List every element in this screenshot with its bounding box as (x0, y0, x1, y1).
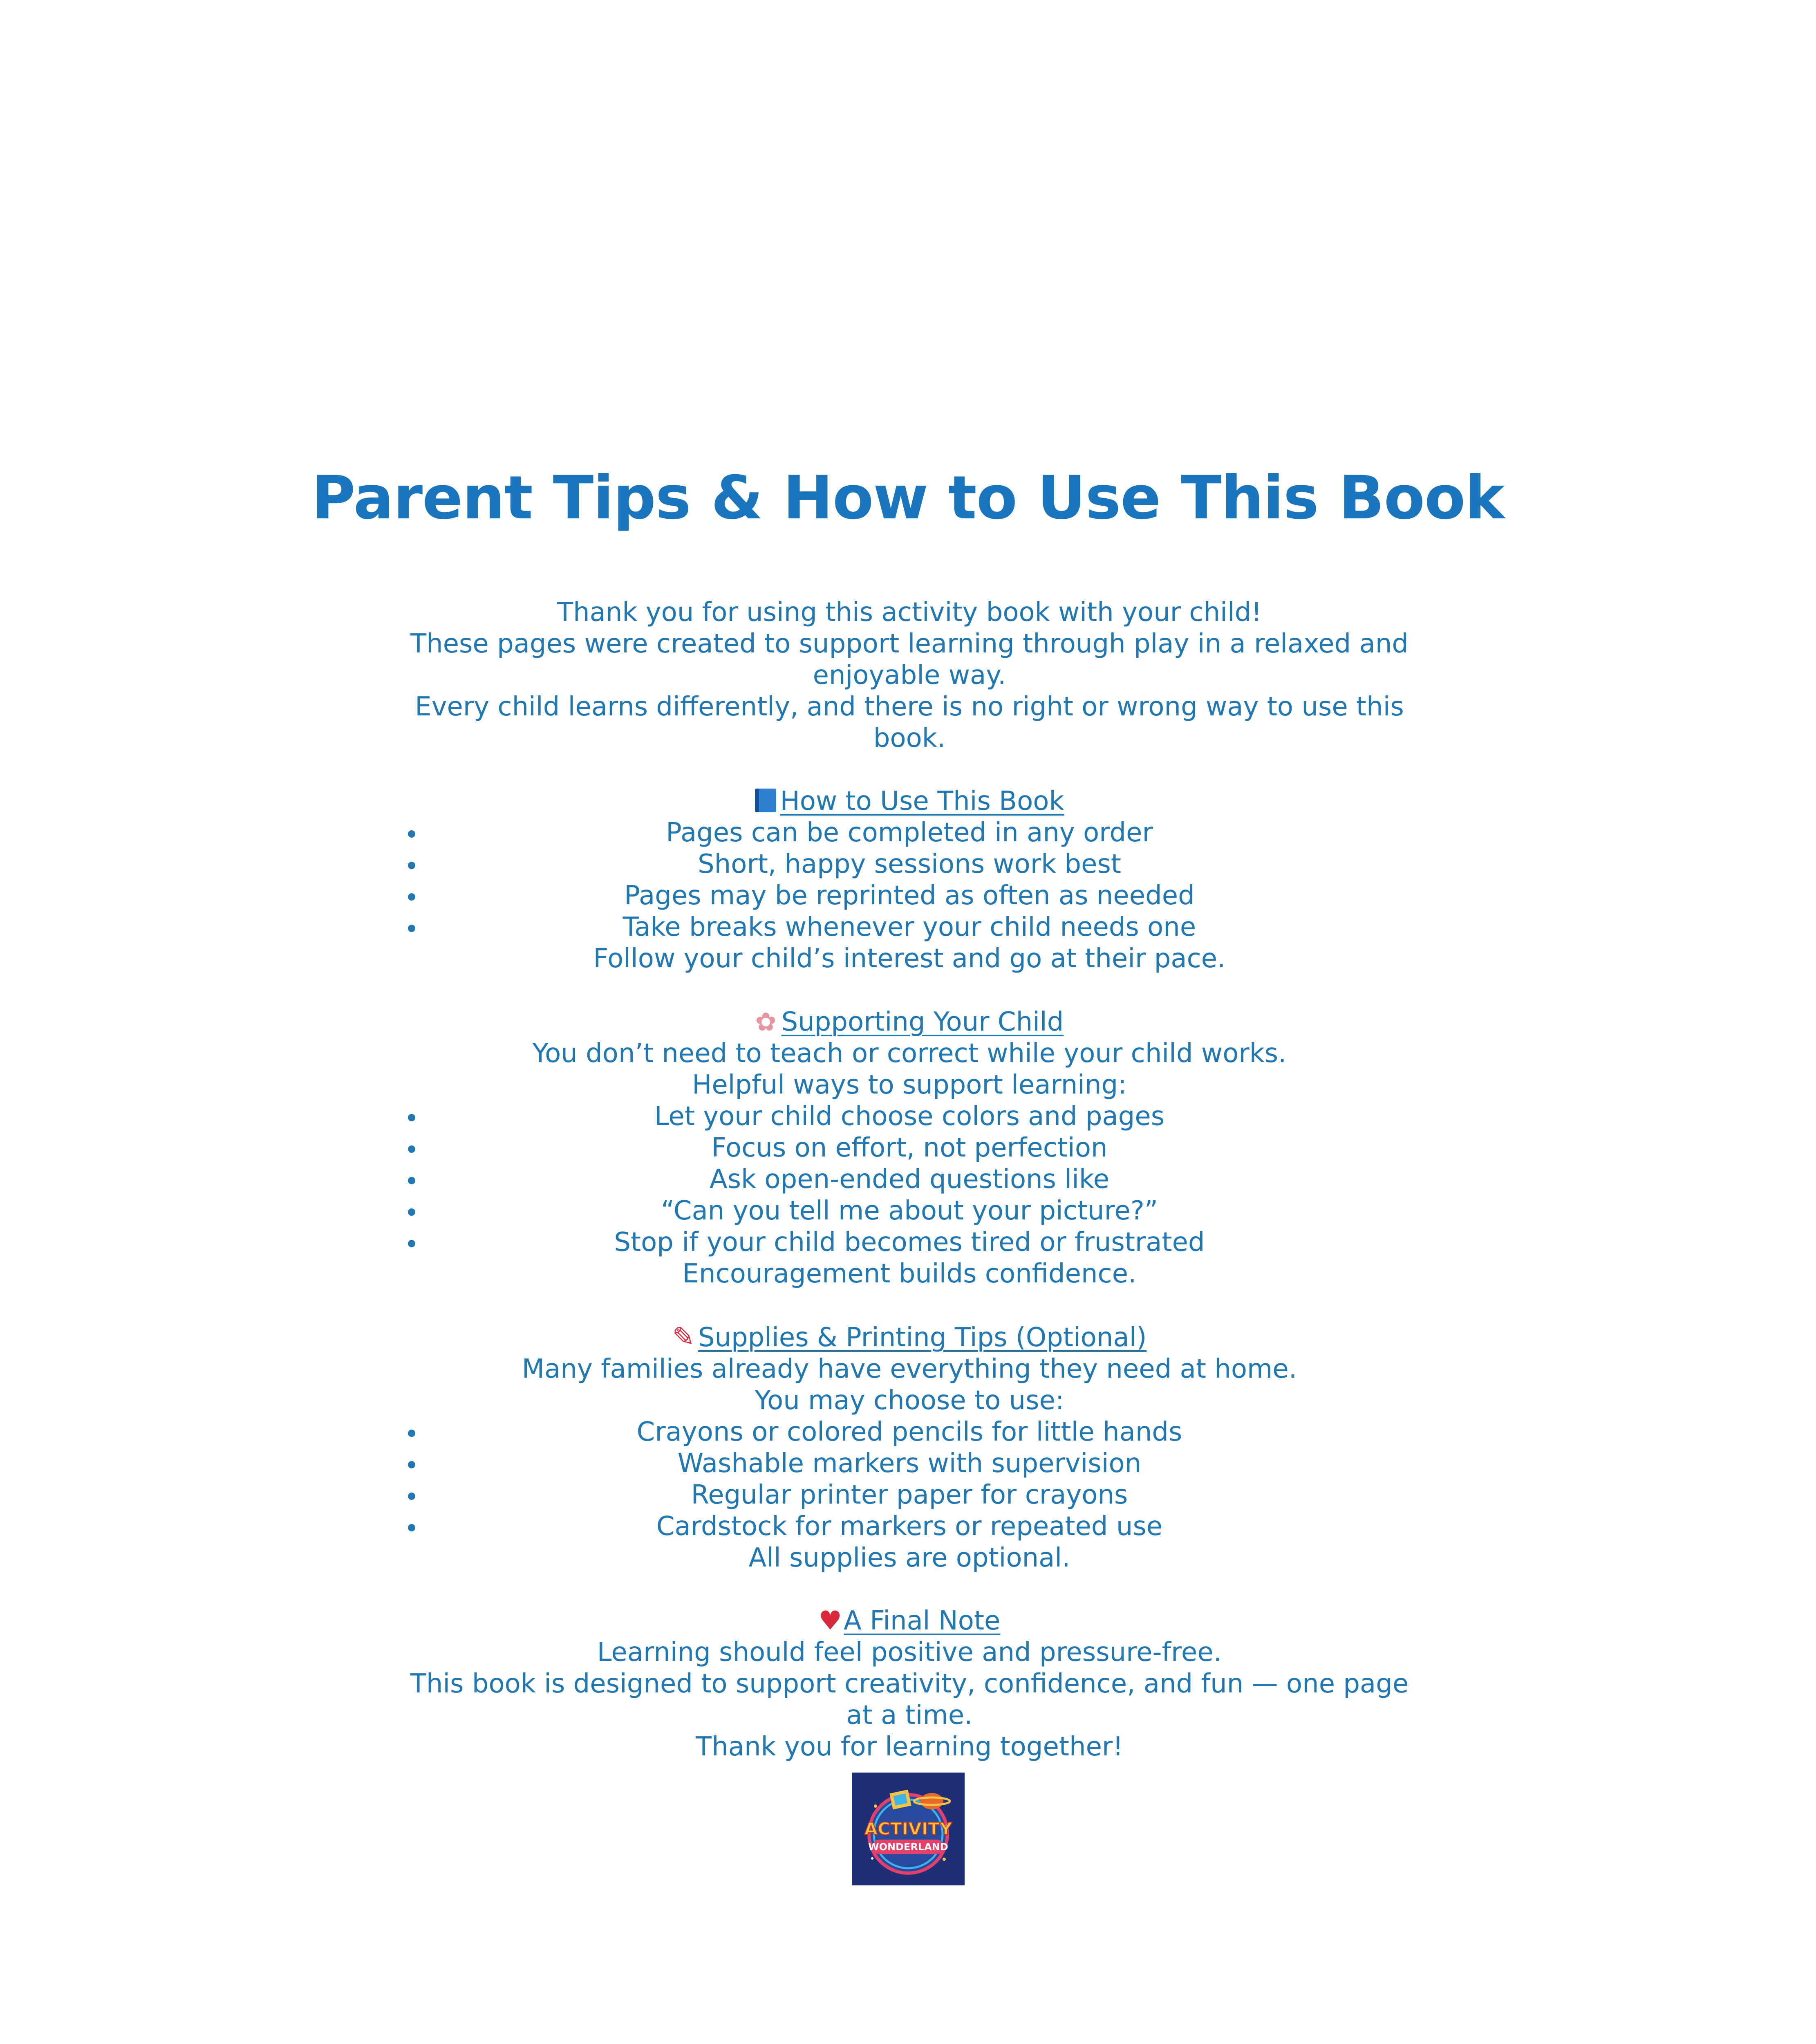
section-heading (409, 1321, 1410, 1354)
list-item: Short, happy sessions work best (409, 849, 1410, 880)
section-heading-link[interactable]: How to Use This Book (780, 786, 1064, 816)
list-item: “Can you tell me about your picture?” (409, 1195, 1410, 1227)
section-supplies (409, 1321, 1410, 1574)
spacer (409, 1290, 1410, 1321)
section-heading-link[interactable]: Supplies & Printing Tips (Optional) (698, 1322, 1147, 1353)
list-item: Focus on effort, not perfection (409, 1132, 1410, 1164)
section-text: Many families already have everything they need at home. (522, 1354, 1297, 1384)
list-item: Ask open-ended questions like (409, 1164, 1410, 1195)
section-heading (409, 786, 1410, 817)
brain-icon: ✿ (755, 1007, 777, 1037)
intro-line: These pages were created to support learning through play in a relaxed and enjoyable way. (410, 629, 1409, 690)
section-text: Learning should feel positive and pressure-free. (597, 1637, 1222, 1667)
logo-graphic (852, 1773, 965, 1885)
list-item: Regular printer paper for crayons (409, 1479, 1410, 1511)
list-item: Pages can be completed in any order (409, 817, 1410, 849)
section-final-note (409, 1605, 1410, 1763)
section-heading-link[interactable]: A Final Note (843, 1606, 1001, 1636)
list-item: Stop if your child becomes tired or frustrated (409, 1227, 1410, 1258)
activity-wonderland-logo (852, 1773, 965, 1885)
bullet-list (409, 817, 1410, 943)
logo-line1: ACTIVITY (864, 1819, 952, 1839)
spacer (409, 754, 1410, 786)
bullet-list (409, 1416, 1410, 1542)
list-item: Washable markers with supervision (409, 1448, 1410, 1479)
crayon-icon: ✎ (672, 1321, 695, 1353)
section-heading-link[interactable]: Supporting Your Child (781, 1007, 1064, 1037)
section-supporting-child (409, 1006, 1410, 1290)
spacer (409, 975, 1410, 1006)
section-note: Follow your child’s interest and go at their pace. (593, 944, 1226, 974)
blue-book-icon (755, 789, 776, 812)
red-heart-icon: ♥ (818, 1606, 842, 1636)
list-item: Pages may be reprinted as often as needed (409, 880, 1410, 912)
section-note: Encouragement builds confidence. (682, 1259, 1137, 1289)
section-heading (409, 1605, 1410, 1637)
section-text: This book is designed to support creativity, confidence, and fun — one page at a time. (410, 1669, 1409, 1730)
intro-line: Every child learns differently, and there is no right or wrong way to use this book. (415, 692, 1404, 753)
section-text: You may choose to use: (755, 1385, 1064, 1416)
section-note: All supplies are optional. (748, 1543, 1070, 1573)
document-body (409, 597, 1410, 1763)
list-item: Cardstock for markers or repeated use (409, 1511, 1410, 1542)
section-text: Helpful ways to support learning: (692, 1070, 1127, 1100)
intro-line: Thank you for using this activity book with your child! (557, 597, 1262, 628)
bullet-list (409, 1101, 1410, 1258)
page-title: Parent Tips & How to Use This Book (311, 463, 1505, 533)
list-item: Crayons or colored pencils for little hands (409, 1416, 1410, 1448)
intro (409, 597, 1410, 754)
section-heading (409, 1006, 1410, 1038)
section-how-to-use (409, 786, 1410, 975)
section-text: Thank you for learning together! (696, 1732, 1123, 1762)
logo-line2: WONDERLAND (868, 1841, 948, 1853)
list-item: Take breaks whenever your child needs one (409, 912, 1410, 943)
spacer (409, 1574, 1410, 1605)
section-text: You don’t need to teach or correct while your child works. (532, 1038, 1287, 1069)
list-item: Let your child choose colors and pages (409, 1101, 1410, 1132)
